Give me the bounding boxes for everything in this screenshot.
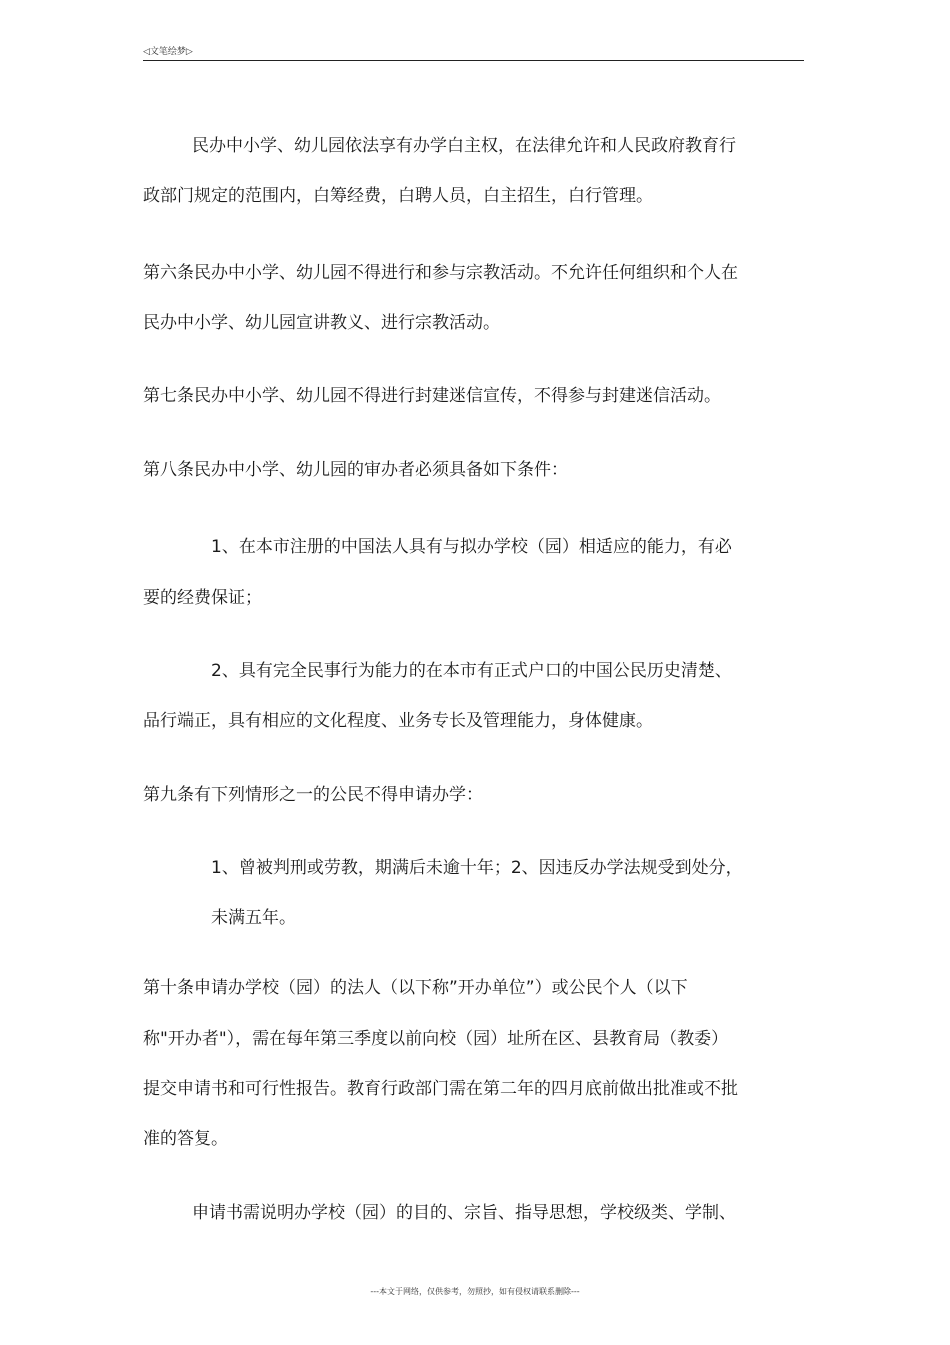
text-line: 未满五年。 bbox=[211, 908, 296, 928]
text-line: 要的经费保证； bbox=[143, 588, 262, 608]
text-line: 民办中小学、幼儿园依法享有办学白主权，在法律允许和人民政府教育行 bbox=[192, 136, 736, 156]
text-line: 第九条有下列情形之一的公民不得申请办学： bbox=[143, 785, 483, 805]
text-line: 2、具有完全民事行为能力的在本市有正式户口的中国公民历史清楚、 bbox=[211, 661, 732, 681]
text-line: 民办中小学、幼儿园宣讲教义、进行宗教活动。 bbox=[143, 313, 500, 333]
text-line: 第八条民办中小学、幼儿园的审办者必须具备如下条件： bbox=[143, 460, 568, 480]
text-line: 准的答复。 bbox=[143, 1129, 228, 1149]
header-rule bbox=[143, 60, 804, 61]
text-line: 第七条民办中小学、幼儿园不得进行封建迷信宣传，不得参与封建迷信活动。 bbox=[143, 386, 721, 406]
text-line: 提交申请书和可行性报告。教育行政部门需在第二年的四月底前做出批准或不批 bbox=[143, 1079, 738, 1099]
page-footer: ---本文于网络，仅供参考，勿照抄，如有侵权请联系删除--- bbox=[370, 1287, 580, 1296]
text-line: 第六条民办中小学、幼儿园不得进行和参与宗教活动。不允许任何组织和个人在 bbox=[143, 263, 738, 283]
text-line: 1、曾被判刑或劳教，期满后未逾十年；2、因违反办学法规受到处分， bbox=[211, 858, 743, 878]
text-line: 申请书需说明办学校（园）的目的、宗旨、指导思想，学校级类、学制、 bbox=[192, 1203, 736, 1223]
text-line: 1、在本市注册的中国法人具有与拟办学校（园）相适应的能力，有必 bbox=[211, 537, 732, 557]
text-line: 第十条申请办学校（园）的法人（以下称”开办单位”）或公民个人（以下 bbox=[143, 978, 688, 998]
text-line: 称"开办者"），需在每年第三季度以前向校（园）址所在区、县教育局（教委） bbox=[143, 1029, 729, 1049]
page-header: ◁文笔绘梦▷ bbox=[143, 47, 193, 57]
text-line: 政部门规定的范围内，白筹经费，白聘人员，白主招生，白行管理。 bbox=[143, 186, 653, 206]
text-line: 品行端正，具有相应的文化程度、业务专长及管理能力，身体健康。 bbox=[143, 711, 653, 731]
